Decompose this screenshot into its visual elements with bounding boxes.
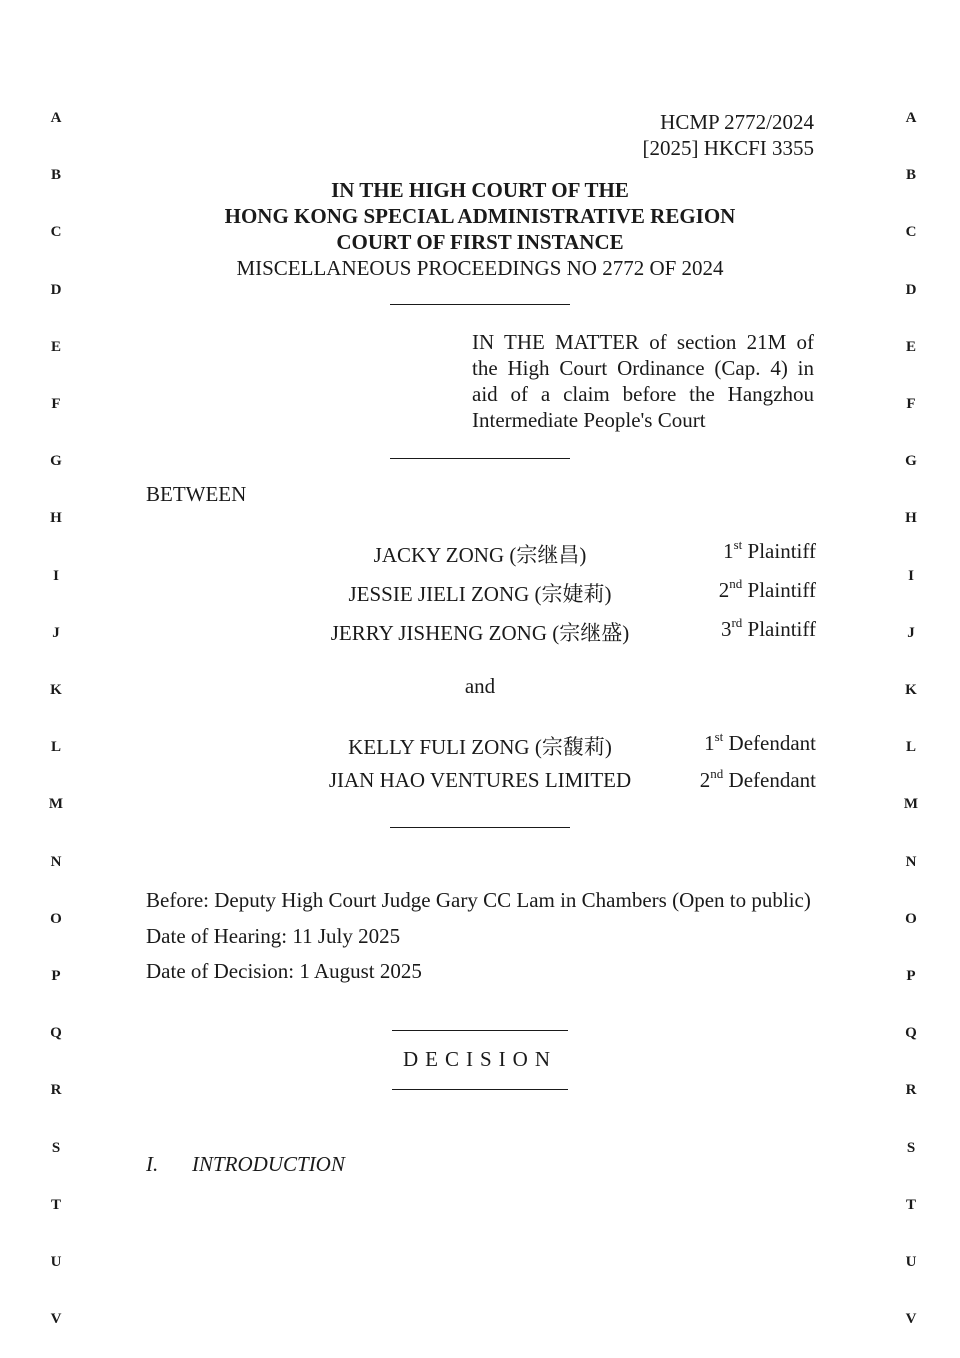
ordinal-number: 1	[723, 539, 734, 563]
in-the-matter-block	[472, 329, 814, 433]
margin-letter-right: K	[905, 682, 917, 698]
margin-letter-left: H	[50, 510, 62, 527]
margin-letter-left: S	[51, 1139, 61, 1156]
margin-letter-left: O	[50, 910, 62, 927]
margin-letter-left: K	[50, 682, 62, 698]
margin-letter-left: E	[50, 338, 61, 355]
divider-rule	[392, 1089, 568, 1090]
margin-letter-right: A	[905, 110, 917, 126]
divider-rule	[390, 827, 570, 828]
margin-letter-right: F	[906, 396, 916, 412]
plaintiff-role	[616, 578, 816, 603]
ordinal-suffix: st	[733, 537, 743, 552]
ordinal-number: 2	[718, 578, 730, 602]
margin-letter-left: L	[50, 739, 61, 756]
margin-letter-left: A	[50, 110, 62, 126]
margin-letter-left: N	[50, 853, 62, 870]
margin-letter-right: L	[905, 739, 916, 756]
margin-letter-right: M	[903, 796, 919, 813]
court-heading-line1: IN THE HIGH COURT OF THE	[331, 178, 629, 202]
divider-rule	[390, 304, 570, 305]
matter-line: IN THE MATTER of section 21M of	[472, 330, 814, 354]
date-of-hearing: Date of Hearing: 11 July 2025	[146, 924, 401, 948]
party-role-label: Plaintiff	[747, 539, 816, 563]
margin-letter-left: I	[53, 567, 59, 584]
divider-rule	[390, 458, 570, 459]
divider-rule	[392, 1030, 568, 1031]
neutral-citation: [2025] HKCFI 3355	[642, 136, 814, 160]
court-heading-line2: HONG KONG SPECIAL ADMINISTRATIVE REGION	[224, 204, 736, 228]
margin-letter-left: B	[50, 167, 61, 184]
margin-letter-right: Q	[905, 1025, 917, 1042]
margin-letter-right: C	[905, 224, 917, 241]
margin-letter-left: R	[50, 1082, 62, 1099]
section-number: I.	[146, 1152, 159, 1176]
ordinal-suffix: nd	[729, 576, 743, 591]
margin-letter-left: G	[50, 453, 62, 470]
margin-letter-right: N	[905, 853, 917, 870]
ordinal-number: 1	[704, 731, 715, 755]
margin-letter-right: B	[905, 167, 916, 184]
ordinal-number: 2	[699, 768, 711, 792]
and-label: and	[464, 674, 496, 698]
decision-title: DECISION	[403, 1047, 557, 1071]
defendant-name: JIAN HAO VENTURES LIMITED	[328, 768, 632, 792]
margin-letter-left: D	[50, 281, 62, 298]
margin-letter-right: U	[905, 1254, 917, 1270]
margin-letter-left: M	[48, 796, 64, 813]
margin-letter-left: P	[51, 968, 61, 984]
party-role-label: Plaintiff	[747, 578, 816, 602]
ordinal-suffix: st	[714, 729, 724, 744]
margin-letter-right: G	[905, 453, 917, 470]
plaintiff-role	[616, 539, 816, 564]
party-role-label: Plaintiff	[747, 617, 816, 641]
plaintiff-name: JESSIE JIELI ZONG (宗婕莉)	[348, 582, 612, 606]
party-role-label: Defendant	[728, 731, 816, 755]
margin-letter-right: D	[905, 281, 917, 298]
section-title: INTRODUCTION	[192, 1152, 345, 1176]
defendant-role	[616, 768, 816, 793]
between-label: BETWEEN	[146, 482, 247, 506]
margin-letter-right: J	[907, 624, 915, 641]
margin-letter-left: C	[50, 224, 62, 241]
ordinal-suffix: rd	[731, 615, 743, 630]
margin-letter-right: E	[905, 338, 916, 355]
matter-line: Intermediate People's Court	[472, 408, 706, 432]
plaintiff-name: JERRY JISHENG ZONG (宗继盛)	[330, 621, 630, 645]
defendant-name: KELLY FULI ZONG (宗馥莉)	[348, 735, 612, 759]
proceedings-number: MISCELLANEOUS PROCEEDINGS NO 2772 OF 2024	[236, 256, 724, 280]
margin-letter-left: T	[50, 1196, 61, 1213]
margin-letter-right: R	[905, 1082, 917, 1099]
margin-letter-right: V	[905, 1311, 917, 1328]
date-of-decision: Date of Decision: 1 August 2025	[146, 959, 422, 983]
margin-letter-left: U	[50, 1254, 62, 1270]
margin-letter-right: T	[905, 1196, 916, 1213]
matter-line: the High Court Ordinance (Cap. 4) in	[472, 356, 814, 380]
margin-letter-right: O	[905, 910, 917, 927]
plaintiff-role	[616, 617, 816, 642]
before-judge: Before: Deputy High Court Judge Gary CC Lam in Chambers (Open to public)	[146, 888, 811, 912]
ordinal-number: 3	[720, 617, 732, 641]
margin-letter-left: Q	[50, 1025, 62, 1042]
margin-letter-right: S	[906, 1139, 916, 1156]
margin-letter-right: I	[908, 567, 914, 584]
margin-letter-left: V	[50, 1311, 62, 1328]
party-role-label: Defendant	[728, 768, 816, 792]
ordinal-suffix: nd	[710, 766, 724, 781]
margin-letter-right: P	[906, 968, 916, 984]
court-heading-line3: COURT OF FIRST INSTANCE	[336, 230, 624, 254]
margin-letter-left: F	[51, 396, 61, 412]
margin-letter-right: H	[905, 510, 917, 527]
defendant-role	[616, 731, 816, 756]
matter-line: aid of a claim before the Hangzhou	[472, 382, 814, 406]
margin-letter-left: J	[52, 624, 60, 641]
plaintiff-name: JACKY ZONG (宗继昌)	[373, 543, 587, 567]
case-number: HCMP 2772/2024	[660, 110, 814, 134]
